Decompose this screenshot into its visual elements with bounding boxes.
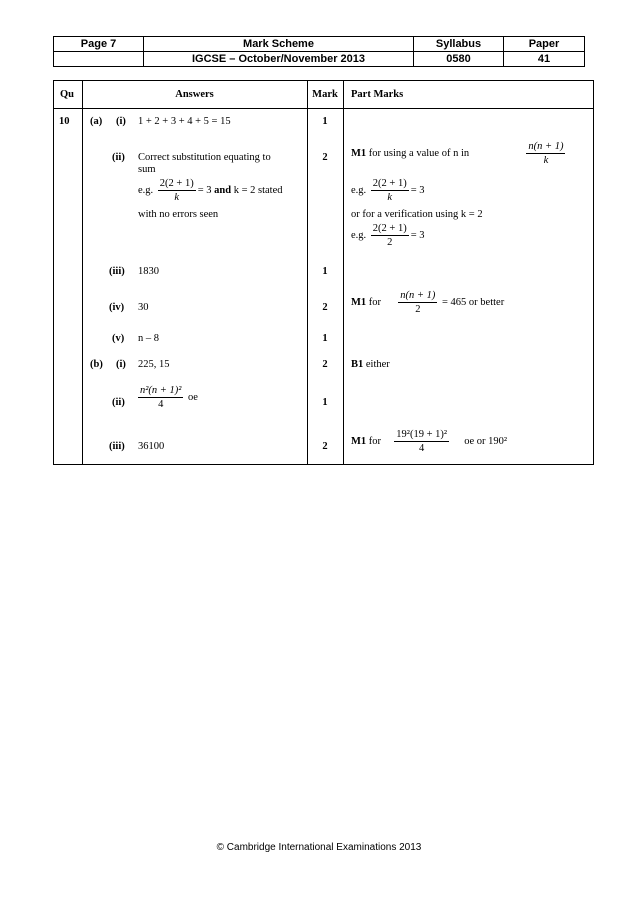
sub-ii-label: (ii) — [112, 152, 125, 163]
answer-a-ii-example — [138, 178, 283, 203]
header-table — [53, 36, 585, 67]
fraction-numerator: n(n + 1) — [400, 290, 436, 301]
copyright-footer: © Cambridge International Examinations 2013 — [216, 842, 422, 853]
fraction-numerator: n(n + 1) — [528, 141, 564, 152]
paper-label: Paper — [504, 37, 585, 52]
sub-ii-label: (ii) — [112, 397, 125, 408]
document-title: Mark Scheme — [144, 37, 414, 52]
equals-three: = 3 — [410, 184, 425, 196]
page-number: Page 7 — [54, 37, 144, 52]
header-row-1 — [54, 37, 585, 52]
eg-text: e.g. — [351, 184, 367, 196]
question-number: 10 — [59, 116, 70, 127]
m1-label: M1 — [351, 296, 367, 308]
fraction-denominator: k — [543, 155, 549, 166]
eg-text: e.g. — [351, 229, 367, 241]
sub-iii-label: (iii) — [109, 441, 125, 452]
partmark-a-ii-m1 — [351, 141, 567, 166]
header-empty-cell — [54, 52, 144, 67]
part-a-label: (a) — [90, 116, 103, 127]
mark-a-v: 1 — [322, 333, 328, 344]
m1-label: M1 — [351, 435, 367, 447]
sub-iii-label: (iii) — [109, 266, 125, 277]
answer-b-ii — [136, 385, 198, 410]
col-heading-answers: Answers — [175, 89, 214, 100]
answer-a-v: n – 8 — [138, 333, 159, 344]
fraction — [394, 429, 449, 454]
m1-label: M1 — [351, 147, 367, 159]
fraction — [371, 223, 409, 248]
partmark-tail: oe or 190² — [464, 435, 508, 447]
fraction-denominator: k — [174, 192, 180, 203]
fraction — [138, 385, 183, 410]
mark-a-i: 1 — [322, 116, 328, 127]
answer-a-iii: 1830 — [138, 266, 159, 277]
mark-b-i: 2 — [322, 359, 328, 370]
fraction-numerator: 19²(19 + 1)² — [396, 429, 448, 440]
sub-i-label: (i) — [116, 116, 126, 127]
equals-three: = 3 — [197, 184, 212, 196]
fraction — [158, 178, 196, 203]
partmark-a-iv — [351, 290, 504, 315]
oe-text: oe — [188, 391, 198, 403]
fraction-denominator: 4 — [158, 399, 164, 410]
partmark-a-ii-eg1 — [351, 178, 425, 203]
fraction-numerator: 2(2 + 1) — [372, 223, 407, 234]
equals-three: = 3 — [410, 229, 425, 241]
mark-a-ii: 2 — [322, 152, 328, 163]
answer-a-i: 1 + 2 + 3 + 4 + 5 = 15 — [138, 116, 231, 127]
partmark-text: either — [365, 359, 390, 370]
fraction-numerator: 2(2 + 1) — [159, 178, 194, 189]
k-equals-2-stated: k = 2 stated — [233, 184, 283, 196]
part-b-label: (b) — [90, 359, 103, 370]
sub-i-label: (i) — [116, 359, 126, 370]
paper-number: 41 — [504, 52, 585, 67]
fraction — [371, 178, 409, 203]
fraction — [398, 290, 437, 315]
partmark-tail: = 465 or better — [442, 296, 505, 308]
col-heading-part-marks: Part Marks — [351, 89, 404, 100]
partmark-a-ii-or: or for a verification using k = 2 — [351, 209, 483, 220]
answer-b-i: 225, 15 — [138, 359, 170, 370]
sub-iv-label: (iv) — [109, 302, 125, 313]
mark-a-iii: 1 — [322, 266, 328, 277]
header-row-2 — [54, 52, 585, 67]
syllabus-label: Syllabus — [414, 37, 504, 52]
partmark-b-i — [351, 359, 390, 371]
header-row-divider — [53, 108, 594, 109]
and-text: and — [214, 184, 232, 196]
eg-text: e.g. — [138, 184, 154, 196]
for-text: for — [368, 296, 382, 308]
syllabus-code: 0580 — [414, 52, 504, 67]
fraction-denominator: k — [387, 192, 393, 203]
fraction — [526, 141, 565, 166]
answer-a-ii-line2: sum — [138, 164, 156, 175]
partmark-text: for using a value of n in — [368, 147, 470, 159]
fraction-denominator: 4 — [419, 443, 425, 454]
exam-session: IGCSE – October/November 2013 — [144, 52, 414, 67]
partmark-b-iii — [351, 429, 507, 454]
b1-label: B1 — [351, 359, 364, 370]
col-heading-qu: Qu — [60, 89, 75, 100]
partmark-a-ii-eg2 — [351, 223, 425, 248]
answer-a-ii-no-errors: with no errors seen — [138, 209, 219, 220]
col-heading-mark: Mark — [312, 89, 338, 100]
answer-b-iii: 36100 — [138, 441, 165, 452]
mark-b-iii: 2 — [322, 441, 328, 452]
mark-b-ii: 1 — [322, 397, 328, 408]
answer-a-ii-line1: Correct substitution equating to — [138, 152, 271, 163]
fraction-numerator: 2(2 + 1) — [372, 178, 407, 189]
column-divider-mark — [343, 80, 344, 465]
sub-v-label: (v) — [112, 333, 125, 344]
fraction-denominator: 2 — [415, 304, 421, 315]
fraction-numerator: n²(n + 1)² — [140, 385, 182, 396]
column-divider-qu — [82, 80, 83, 465]
for-text: for — [368, 435, 382, 447]
answer-a-iv: 30 — [138, 302, 149, 313]
mark-a-iv: 2 — [322, 302, 328, 313]
fraction-denominator: 2 — [387, 237, 393, 248]
